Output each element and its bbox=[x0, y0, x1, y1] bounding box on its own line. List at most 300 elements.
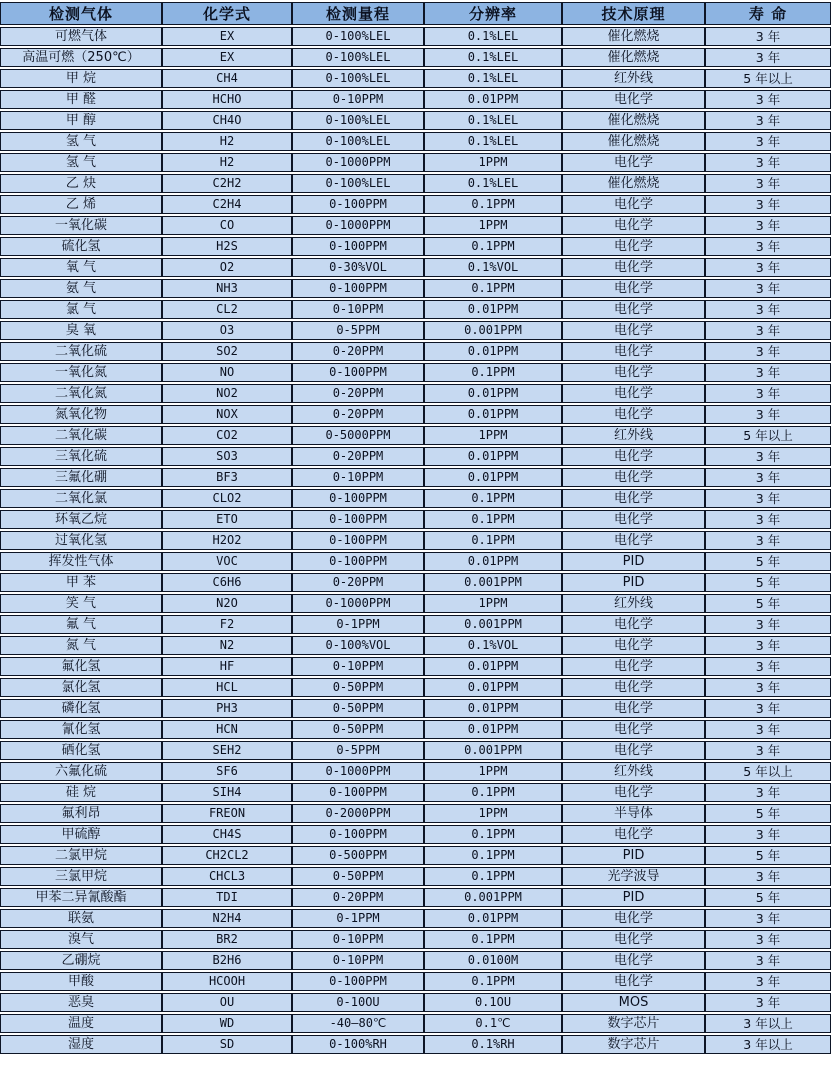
cell-resolution: 0.01PPM bbox=[424, 657, 562, 676]
cell-formula: SO3 bbox=[162, 447, 292, 466]
table-row bbox=[0, 342, 831, 361]
cell-range: 0-100PPM bbox=[292, 489, 424, 508]
cell-principle: 电化学 bbox=[562, 510, 705, 529]
cell-principle: 电化学 bbox=[562, 909, 705, 928]
cell-lifespan: 3 年 bbox=[705, 510, 831, 529]
cell-formula: C2H2 bbox=[162, 174, 292, 193]
cell-formula: H2O2 bbox=[162, 531, 292, 550]
cell-range: 0-100%LEL bbox=[292, 174, 424, 193]
cell-formula: OU bbox=[162, 993, 292, 1012]
cell-principle: PID bbox=[562, 552, 705, 571]
cell-formula: TDI bbox=[162, 888, 292, 907]
cell-principle: 电化学 bbox=[562, 489, 705, 508]
cell-resolution: 0.1PPM bbox=[424, 237, 562, 256]
cell-range: 0-100PPM bbox=[292, 195, 424, 214]
table-row bbox=[0, 195, 831, 214]
cell-resolution: 0.01PPM bbox=[424, 720, 562, 739]
table-row bbox=[0, 720, 831, 739]
table-row bbox=[0, 237, 831, 256]
cell-lifespan: 3 年 bbox=[705, 405, 831, 424]
cell-formula: HF bbox=[162, 657, 292, 676]
cell-formula: O2 bbox=[162, 258, 292, 277]
cell-lifespan: 3 年 bbox=[705, 930, 831, 949]
cell-lifespan: 3 年 bbox=[705, 90, 831, 109]
cell-principle: 电化学 bbox=[562, 447, 705, 466]
cell-gas: 联氨 bbox=[0, 909, 162, 928]
cell-range: 0-10PPM bbox=[292, 90, 424, 109]
cell-resolution: 0.001PPM bbox=[424, 888, 562, 907]
cell-principle: 数字芯片 bbox=[562, 1035, 705, 1054]
cell-range: 0-20PPM bbox=[292, 384, 424, 403]
cell-lifespan: 3 年 bbox=[705, 657, 831, 676]
cell-principle: 电化学 bbox=[562, 363, 705, 382]
cell-resolution: 1PPM bbox=[424, 804, 562, 823]
cell-principle: 光学波导 bbox=[562, 867, 705, 886]
cell-lifespan: 3 年 bbox=[705, 342, 831, 361]
cell-formula: CH4O bbox=[162, 111, 292, 130]
cell-range: 0-100PPM bbox=[292, 279, 424, 298]
cell-gas: 恶臭 bbox=[0, 993, 162, 1012]
cell-formula: HCL bbox=[162, 678, 292, 697]
table-row bbox=[0, 69, 831, 88]
table-body bbox=[0, 27, 831, 1054]
cell-gas: 氮 气 bbox=[0, 636, 162, 655]
cell-principle: 催化燃烧 bbox=[562, 132, 705, 151]
cell-gas: 氟化氢 bbox=[0, 657, 162, 676]
table-row bbox=[0, 762, 831, 781]
cell-principle: 电化学 bbox=[562, 279, 705, 298]
cell-formula: ETO bbox=[162, 510, 292, 529]
cell-gas: 三氧化硫 bbox=[0, 447, 162, 466]
cell-formula: NO2 bbox=[162, 384, 292, 403]
table-row bbox=[0, 699, 831, 718]
table-row bbox=[0, 657, 831, 676]
cell-resolution: 0.01PPM bbox=[424, 699, 562, 718]
cell-gas: 乙 烯 bbox=[0, 195, 162, 214]
cell-principle: 电化学 bbox=[562, 636, 705, 655]
cell-lifespan: 3 年 bbox=[705, 909, 831, 928]
cell-resolution: 0.1PPM bbox=[424, 531, 562, 550]
cell-range: 0-50PPM bbox=[292, 699, 424, 718]
table-row bbox=[0, 930, 831, 949]
cell-gas: 硫化氢 bbox=[0, 237, 162, 256]
cell-range: 0-20PPM bbox=[292, 573, 424, 592]
cell-resolution: 0.1%VOL bbox=[424, 258, 562, 277]
cell-formula: B2H6 bbox=[162, 951, 292, 970]
cell-principle: 电化学 bbox=[562, 783, 705, 802]
cell-lifespan: 5 年 bbox=[705, 594, 831, 613]
cell-resolution: 0.1℃ bbox=[424, 1014, 562, 1033]
cell-gas: 一氧化碳 bbox=[0, 216, 162, 235]
cell-resolution: 0.001PPM bbox=[424, 615, 562, 634]
cell-formula: CO2 bbox=[162, 426, 292, 445]
cell-gas: 过氧化氢 bbox=[0, 531, 162, 550]
cell-gas: 氟 气 bbox=[0, 615, 162, 634]
cell-gas: 一氧化氮 bbox=[0, 363, 162, 382]
table-row bbox=[0, 573, 831, 592]
cell-formula: NH3 bbox=[162, 279, 292, 298]
cell-range: 0-5PPM bbox=[292, 321, 424, 340]
cell-range: 0-100PPM bbox=[292, 783, 424, 802]
cell-range: 0-500PPM bbox=[292, 846, 424, 865]
table-row bbox=[0, 615, 831, 634]
cell-lifespan: 3 年 bbox=[705, 783, 831, 802]
cell-principle: 电化学 bbox=[562, 258, 705, 277]
cell-resolution: 0.1PPM bbox=[424, 972, 562, 991]
table-row bbox=[0, 594, 831, 613]
cell-resolution: 0.1%LEL bbox=[424, 174, 562, 193]
cell-lifespan: 3 年 bbox=[705, 867, 831, 886]
cell-range: -40—80℃ bbox=[292, 1014, 424, 1033]
cell-range: 0-1PPM bbox=[292, 909, 424, 928]
cell-resolution: 1PPM bbox=[424, 762, 562, 781]
cell-gas: 六氟化硫 bbox=[0, 762, 162, 781]
cell-lifespan: 5 年 bbox=[705, 804, 831, 823]
column-header-resolution: 分辨率 bbox=[424, 2, 562, 25]
cell-principle: 电化学 bbox=[562, 216, 705, 235]
table-row bbox=[0, 216, 831, 235]
cell-gas: 氯化氢 bbox=[0, 678, 162, 697]
cell-gas: 硒化氢 bbox=[0, 741, 162, 760]
column-header-principle: 技术原理 bbox=[562, 2, 705, 25]
table-row bbox=[0, 636, 831, 655]
cell-principle: 电化学 bbox=[562, 300, 705, 319]
cell-lifespan: 3 年 bbox=[705, 678, 831, 697]
cell-principle: 电化学 bbox=[562, 153, 705, 172]
cell-lifespan: 3 年 bbox=[705, 153, 831, 172]
table-row bbox=[0, 426, 831, 445]
cell-lifespan: 5 年以上 bbox=[705, 69, 831, 88]
cell-gas: 磷化氢 bbox=[0, 699, 162, 718]
cell-gas: 温度 bbox=[0, 1014, 162, 1033]
cell-resolution: 1PPM bbox=[424, 426, 562, 445]
cell-resolution: 1PPM bbox=[424, 594, 562, 613]
cell-range: 0-1PPM bbox=[292, 615, 424, 634]
cell-gas: 氟利昂 bbox=[0, 804, 162, 823]
table-row bbox=[0, 741, 831, 760]
table-row bbox=[0, 909, 831, 928]
cell-gas: 笑 气 bbox=[0, 594, 162, 613]
cell-gas: 二氧化氯 bbox=[0, 489, 162, 508]
column-header-range: 检测量程 bbox=[292, 2, 424, 25]
cell-formula: C6H6 bbox=[162, 573, 292, 592]
cell-formula: EX bbox=[162, 48, 292, 67]
cell-lifespan: 5 年以上 bbox=[705, 762, 831, 781]
table-row bbox=[0, 867, 831, 886]
table-header bbox=[0, 2, 831, 25]
cell-principle: 电化学 bbox=[562, 321, 705, 340]
cell-lifespan: 3 年 bbox=[705, 321, 831, 340]
table-row bbox=[0, 174, 831, 193]
cell-principle: 电化学 bbox=[562, 531, 705, 550]
cell-gas: 挥发性气体 bbox=[0, 552, 162, 571]
cell-range: 0-5PPM bbox=[292, 741, 424, 760]
cell-formula: F2 bbox=[162, 615, 292, 634]
cell-lifespan: 5 年 bbox=[705, 573, 831, 592]
cell-lifespan: 3 年 bbox=[705, 951, 831, 970]
cell-formula: SF6 bbox=[162, 762, 292, 781]
cell-formula: HCHO bbox=[162, 90, 292, 109]
table-row bbox=[0, 1035, 831, 1054]
cell-resolution: 0.01PPM bbox=[424, 300, 562, 319]
cell-principle: 电化学 bbox=[562, 930, 705, 949]
cell-formula: H2S bbox=[162, 237, 292, 256]
cell-lifespan: 3 年 bbox=[705, 720, 831, 739]
cell-formula: CLO2 bbox=[162, 489, 292, 508]
cell-range: 0-100%LEL bbox=[292, 48, 424, 67]
cell-range: 0-1000PPM bbox=[292, 762, 424, 781]
table-row bbox=[0, 951, 831, 970]
cell-formula: SD bbox=[162, 1035, 292, 1054]
cell-range: 0-100%RH bbox=[292, 1035, 424, 1054]
table-row bbox=[0, 531, 831, 550]
cell-principle: 半导体 bbox=[562, 804, 705, 823]
cell-resolution: 0.1PPM bbox=[424, 279, 562, 298]
cell-resolution: 0.1PPM bbox=[424, 825, 562, 844]
cell-range: 0-20PPM bbox=[292, 342, 424, 361]
cell-formula: HCN bbox=[162, 720, 292, 739]
cell-principle: 电化学 bbox=[562, 825, 705, 844]
table-row bbox=[0, 1014, 831, 1033]
cell-formula: BF3 bbox=[162, 468, 292, 487]
cell-lifespan: 5 年以上 bbox=[705, 426, 831, 445]
cell-lifespan: 3 年 bbox=[705, 615, 831, 634]
cell-gas: 臭 氧 bbox=[0, 321, 162, 340]
column-header-gas: 检测气体 bbox=[0, 2, 162, 25]
cell-formula: O3 bbox=[162, 321, 292, 340]
table-row bbox=[0, 405, 831, 424]
cell-gas: 甲 烷 bbox=[0, 69, 162, 88]
cell-lifespan: 5 年 bbox=[705, 888, 831, 907]
table-row bbox=[0, 90, 831, 109]
column-header-lifespan: 寿 命 bbox=[705, 2, 831, 25]
cell-range: 0-100PPM bbox=[292, 531, 424, 550]
table-row bbox=[0, 888, 831, 907]
cell-gas: 可燃气体 bbox=[0, 27, 162, 46]
table-row bbox=[0, 384, 831, 403]
cell-lifespan: 3 年 bbox=[705, 27, 831, 46]
cell-formula: SEH2 bbox=[162, 741, 292, 760]
cell-lifespan: 3 年 bbox=[705, 237, 831, 256]
cell-gas: 甲酸 bbox=[0, 972, 162, 991]
cell-resolution: 0.001PPM bbox=[424, 573, 562, 592]
table-row bbox=[0, 321, 831, 340]
cell-formula: FREON bbox=[162, 804, 292, 823]
cell-gas: 甲苯二异氰酸酯 bbox=[0, 888, 162, 907]
cell-range: 0-100%VOL bbox=[292, 636, 424, 655]
cell-lifespan: 3 年以上 bbox=[705, 1035, 831, 1054]
table-row bbox=[0, 678, 831, 697]
cell-formula: CHCL3 bbox=[162, 867, 292, 886]
cell-formula: C2H4 bbox=[162, 195, 292, 214]
cell-resolution: 0.1PPM bbox=[424, 489, 562, 508]
table-row bbox=[0, 447, 831, 466]
cell-formula: CL2 bbox=[162, 300, 292, 319]
cell-lifespan: 3 年 bbox=[705, 636, 831, 655]
cell-principle: PID bbox=[562, 573, 705, 592]
cell-resolution: 0.01PPM bbox=[424, 90, 562, 109]
cell-lifespan: 3 年 bbox=[705, 825, 831, 844]
cell-resolution: 0.01PPM bbox=[424, 909, 562, 928]
cell-principle: 电化学 bbox=[562, 972, 705, 991]
cell-principle: 电化学 bbox=[562, 237, 705, 256]
cell-lifespan: 3 年 bbox=[705, 48, 831, 67]
cell-lifespan: 3 年 bbox=[705, 216, 831, 235]
cell-formula: NOX bbox=[162, 405, 292, 424]
cell-lifespan: 3 年 bbox=[705, 174, 831, 193]
table-row bbox=[0, 825, 831, 844]
cell-resolution: 0.1PPM bbox=[424, 867, 562, 886]
table-row bbox=[0, 258, 831, 277]
cell-gas: 氰化氢 bbox=[0, 720, 162, 739]
cell-formula: N2O bbox=[162, 594, 292, 613]
cell-resolution: 0.1%RH bbox=[424, 1035, 562, 1054]
cell-formula: CO bbox=[162, 216, 292, 235]
cell-gas: 硅 烷 bbox=[0, 783, 162, 802]
cell-lifespan: 3 年 bbox=[705, 195, 831, 214]
cell-principle: 红外线 bbox=[562, 594, 705, 613]
cell-resolution: 0.1%LEL bbox=[424, 27, 562, 46]
cell-gas: 高温可燃（250℃） bbox=[0, 48, 162, 67]
cell-gas: 氧 气 bbox=[0, 258, 162, 277]
cell-range: 0-100PPM bbox=[292, 363, 424, 382]
cell-range: 0-1000PPM bbox=[292, 153, 424, 172]
cell-principle: 催化燃烧 bbox=[562, 111, 705, 130]
cell-formula: CH4S bbox=[162, 825, 292, 844]
column-header-formula: 化学式 bbox=[162, 2, 292, 25]
cell-resolution: 0.01PPM bbox=[424, 405, 562, 424]
cell-principle: PID bbox=[562, 846, 705, 865]
cell-formula: SIH4 bbox=[162, 783, 292, 802]
cell-gas: 甲硫醇 bbox=[0, 825, 162, 844]
cell-range: 0-20PPM bbox=[292, 447, 424, 466]
cell-gas: 甲 醛 bbox=[0, 90, 162, 109]
cell-range: 0-100%LEL bbox=[292, 69, 424, 88]
cell-range: 0-50PPM bbox=[292, 867, 424, 886]
cell-range: 0-5000PPM bbox=[292, 426, 424, 445]
cell-formula: BR2 bbox=[162, 930, 292, 949]
cell-formula: CH2CL2 bbox=[162, 846, 292, 865]
cell-lifespan: 3 年 bbox=[705, 300, 831, 319]
cell-principle: 电化学 bbox=[562, 195, 705, 214]
cell-range: 0-100%LEL bbox=[292, 132, 424, 151]
cell-formula: EX bbox=[162, 27, 292, 46]
cell-gas: 氯 气 bbox=[0, 300, 162, 319]
table-row bbox=[0, 279, 831, 298]
table-row bbox=[0, 846, 831, 865]
table-row bbox=[0, 111, 831, 130]
cell-formula: HCOOH bbox=[162, 972, 292, 991]
table-row bbox=[0, 804, 831, 823]
cell-principle: 红外线 bbox=[562, 762, 705, 781]
cell-principle: 催化燃烧 bbox=[562, 27, 705, 46]
cell-principle: 电化学 bbox=[562, 90, 705, 109]
header-row bbox=[0, 2, 831, 25]
cell-lifespan: 5 年 bbox=[705, 846, 831, 865]
cell-principle: 电化学 bbox=[562, 699, 705, 718]
cell-range: 0-10PPM bbox=[292, 300, 424, 319]
cell-range: 0-100PPM bbox=[292, 237, 424, 256]
cell-resolution: 0.001PPM bbox=[424, 741, 562, 760]
cell-principle: 红外线 bbox=[562, 426, 705, 445]
cell-range: 0-1000PPM bbox=[292, 594, 424, 613]
cell-resolution: 0.1%LEL bbox=[424, 111, 562, 130]
cell-lifespan: 3 年 bbox=[705, 384, 831, 403]
cell-range: 0-20PPM bbox=[292, 405, 424, 424]
cell-gas: 二氧化硫 bbox=[0, 342, 162, 361]
table-row bbox=[0, 972, 831, 991]
cell-formula: H2 bbox=[162, 132, 292, 151]
table-row bbox=[0, 48, 831, 67]
cell-principle: PID bbox=[562, 888, 705, 907]
cell-formula: N2H4 bbox=[162, 909, 292, 928]
cell-resolution: 0.1PPM bbox=[424, 195, 562, 214]
cell-resolution: 0.1%VOL bbox=[424, 636, 562, 655]
cell-formula: VOC bbox=[162, 552, 292, 571]
cell-formula: NO bbox=[162, 363, 292, 382]
cell-range: 0-20PPM bbox=[292, 888, 424, 907]
cell-principle: 数字芯片 bbox=[562, 1014, 705, 1033]
cell-range: 0-100%LEL bbox=[292, 27, 424, 46]
cell-lifespan: 3 年 bbox=[705, 699, 831, 718]
cell-gas: 氮氧化物 bbox=[0, 405, 162, 424]
cell-resolution: 0.01PPM bbox=[424, 342, 562, 361]
cell-gas: 氢 气 bbox=[0, 153, 162, 172]
cell-formula: CH4 bbox=[162, 69, 292, 88]
cell-range: 0-2000PPM bbox=[292, 804, 424, 823]
cell-resolution: 0.01PPM bbox=[424, 552, 562, 571]
cell-range: 0-10PPM bbox=[292, 657, 424, 676]
table-row bbox=[0, 510, 831, 529]
cell-gas: 湿度 bbox=[0, 1035, 162, 1054]
table-row bbox=[0, 300, 831, 319]
table-row bbox=[0, 363, 831, 382]
cell-gas: 二氧化氮 bbox=[0, 384, 162, 403]
cell-lifespan: 3 年以上 bbox=[705, 1014, 831, 1033]
table-row bbox=[0, 153, 831, 172]
cell-lifespan: 3 年 bbox=[705, 531, 831, 550]
cell-range: 0-100PPM bbox=[292, 552, 424, 571]
cell-lifespan: 3 年 bbox=[705, 132, 831, 151]
cell-principle: 电化学 bbox=[562, 384, 705, 403]
cell-range: 0-10PPM bbox=[292, 951, 424, 970]
cell-lifespan: 3 年 bbox=[705, 741, 831, 760]
cell-gas: 二氯甲烷 bbox=[0, 846, 162, 865]
cell-principle: 电化学 bbox=[562, 741, 705, 760]
cell-range: 0-10PPM bbox=[292, 468, 424, 487]
table-row bbox=[0, 552, 831, 571]
cell-principle: 红外线 bbox=[562, 69, 705, 88]
cell-range: 0-50PPM bbox=[292, 720, 424, 739]
cell-range: 0-100%LEL bbox=[292, 111, 424, 130]
cell-gas: 溴气 bbox=[0, 930, 162, 949]
cell-resolution: 0.1PPM bbox=[424, 783, 562, 802]
cell-formula: SO2 bbox=[162, 342, 292, 361]
cell-formula: H2 bbox=[162, 153, 292, 172]
cell-resolution: 0.1PPM bbox=[424, 930, 562, 949]
cell-gas: 氢 气 bbox=[0, 132, 162, 151]
cell-resolution: 0.1PPM bbox=[424, 510, 562, 529]
table-row bbox=[0, 468, 831, 487]
cell-range: 0-1000PPM bbox=[292, 216, 424, 235]
cell-principle: 催化燃烧 bbox=[562, 48, 705, 67]
cell-lifespan: 3 年 bbox=[705, 993, 831, 1012]
cell-resolution: 0.1PPM bbox=[424, 363, 562, 382]
cell-gas: 环氧乙烷 bbox=[0, 510, 162, 529]
cell-lifespan: 3 年 bbox=[705, 111, 831, 130]
cell-range: 0-100PPM bbox=[292, 972, 424, 991]
cell-lifespan: 3 年 bbox=[705, 972, 831, 991]
